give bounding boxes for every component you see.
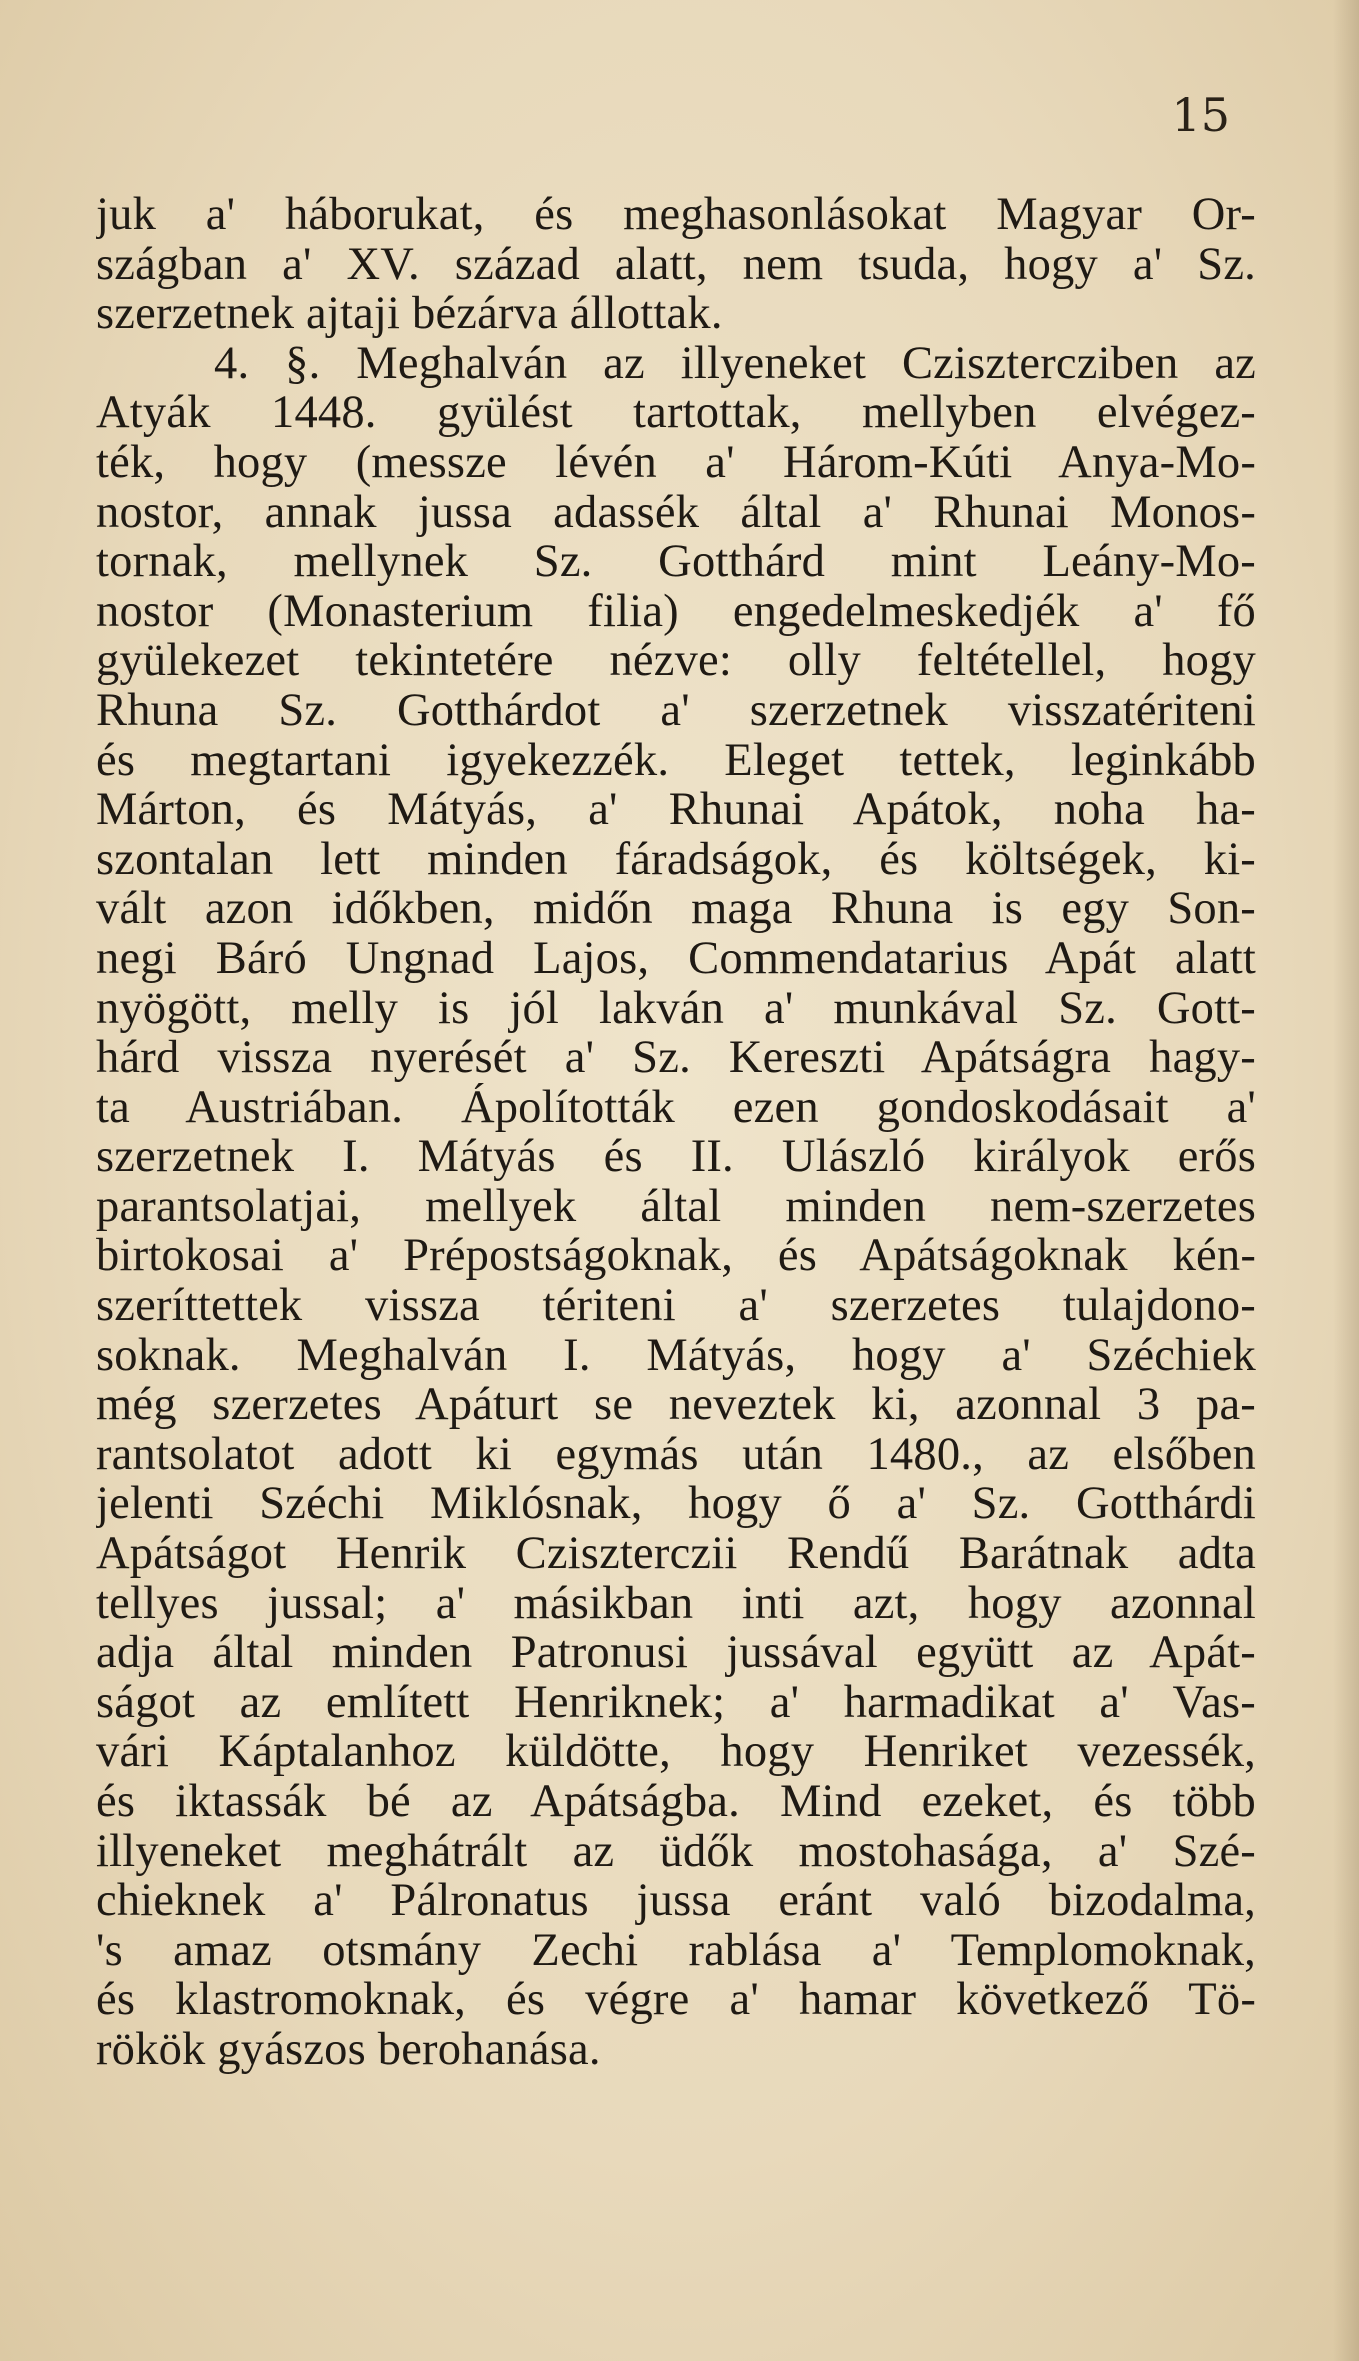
page-number: 15 [1171, 88, 1230, 142]
text-line: parantsolatjai, mellyek által minden nem-szerzetes [96, 1181, 1256, 1232]
text-line: Apátságot Henrik Cziszterczii Rendű Barátnak adta [96, 1529, 1256, 1579]
text-line: 's amaz otsmány Zechi rablása a' Templomoknak, [96, 1925, 1256, 1976]
text-line: és megtartani igyekezzék. Eleget tettek, leginkább [96, 735, 1256, 786]
text-line: szerzetnek I. Mátyás és II. Ulászló királyok erős [96, 1132, 1256, 1182]
text-line: még szerzetes Apáturt se neveztek ki, azonnal 3 pa- [96, 1380, 1256, 1430]
text-line: hárd vissza nyerését a' Sz. Kereszti Apátságra hagy- [96, 1033, 1256, 1083]
text-line: ságot az említett Henriknek; a' harmadikat a' Vas- [96, 1677, 1256, 1728]
text-line: és iktassák bé az Apátságba. Mind ezeket, és több [96, 1777, 1256, 1827]
text-line: Rhuna Sz. Gotthárdot a' szerzetnek visszatériteni [96, 685, 1256, 736]
text-line: tornak, mellynek Sz. Gotthárd mint Leány-Mo- [96, 537, 1256, 587]
text-line: vári Káptalanhoz küldötte, hogy Henriket vezessék, [96, 1727, 1256, 1777]
text-line: nyögött, melly is jól lakván a' munkával Sz. Gott- [96, 983, 1256, 1034]
text-line: rantsolatot adott ki egymás után 1480., az elsőben [96, 1429, 1256, 1480]
text-line: nostor, annak jussa adassék által a' Rhunai Monos- [96, 487, 1256, 538]
text-line: szágban a' XV. század alatt, nem tsuda, hogy a' Sz. [96, 239, 1256, 290]
text-line: chieknek a' Pálronatus jussa eránt való bizodalma, [96, 1876, 1256, 1926]
text-line: jelenti Széchi Miklósnak, hogy ő a' Sz. Gotthárdi [96, 1479, 1256, 1530]
text-line: rökök gyászos berohanása. [96, 2024, 601, 2075]
text-line: nostor (Monasterium filia) engedelmeskedjék a' fő [96, 586, 1256, 637]
text-line: gyülekezet tekintetére nézve: olly feltétellel, hogy [96, 636, 1256, 686]
text-line: vált azon időkben, midőn maga Rhuna is egy Son- [96, 884, 1256, 934]
text-line: szerzetnek ajtaji bézárva állottak. [96, 289, 723, 339]
paragraph-start-line: 4. §. Meghalván az illyeneket Czisztercziben az [214, 338, 1256, 389]
text-line: és klastromoknak, és végre a' hamar következő Tö- [96, 1975, 1256, 2025]
text-line: ta Austriában. Ápolították ezen gondoskodásait a' [96, 1082, 1256, 1133]
page-edge-shadow [1333, 0, 1359, 2361]
body-text [96, 190, 1256, 2075]
text-line: illyeneket meghátrált az üdők mostohasága, a' Szé- [96, 1826, 1256, 1877]
text-line: ték, hogy (messze lévén a' Három-Kúti Anya-Mo- [96, 437, 1256, 488]
text-line: adja által minden Patronusi jussával együtt az Apát- [96, 1628, 1256, 1678]
text-line: negi Báró Ungnad Lajos, Commendatarius Apát alatt [96, 933, 1256, 984]
text-line: soknak. Meghalván I. Mátyás, hogy a' Széchiek [96, 1330, 1256, 1381]
text-line: Atyák 1448. gyülést tartottak, mellyben elvégez- [96, 388, 1256, 438]
text-line: juk a' háborukat, és meghasonlásokat Magyar Or- [96, 190, 1256, 240]
text-line: birtokosai a' Prépostságoknak, és Apátságoknak kén- [96, 1231, 1256, 1282]
text-line: szeríttettek vissza tériteni a' szerzetes tulajdono- [96, 1281, 1256, 1331]
text-line: Márton, és Mátyás, a' Rhunai Apátok, noha ha- [96, 785, 1256, 835]
text-line: tellyes jussal; a' másikban inti azt, hogy azonnal [96, 1578, 1256, 1629]
text-line: szontalan lett minden fáradságok, és költségek, ki- [96, 834, 1256, 885]
